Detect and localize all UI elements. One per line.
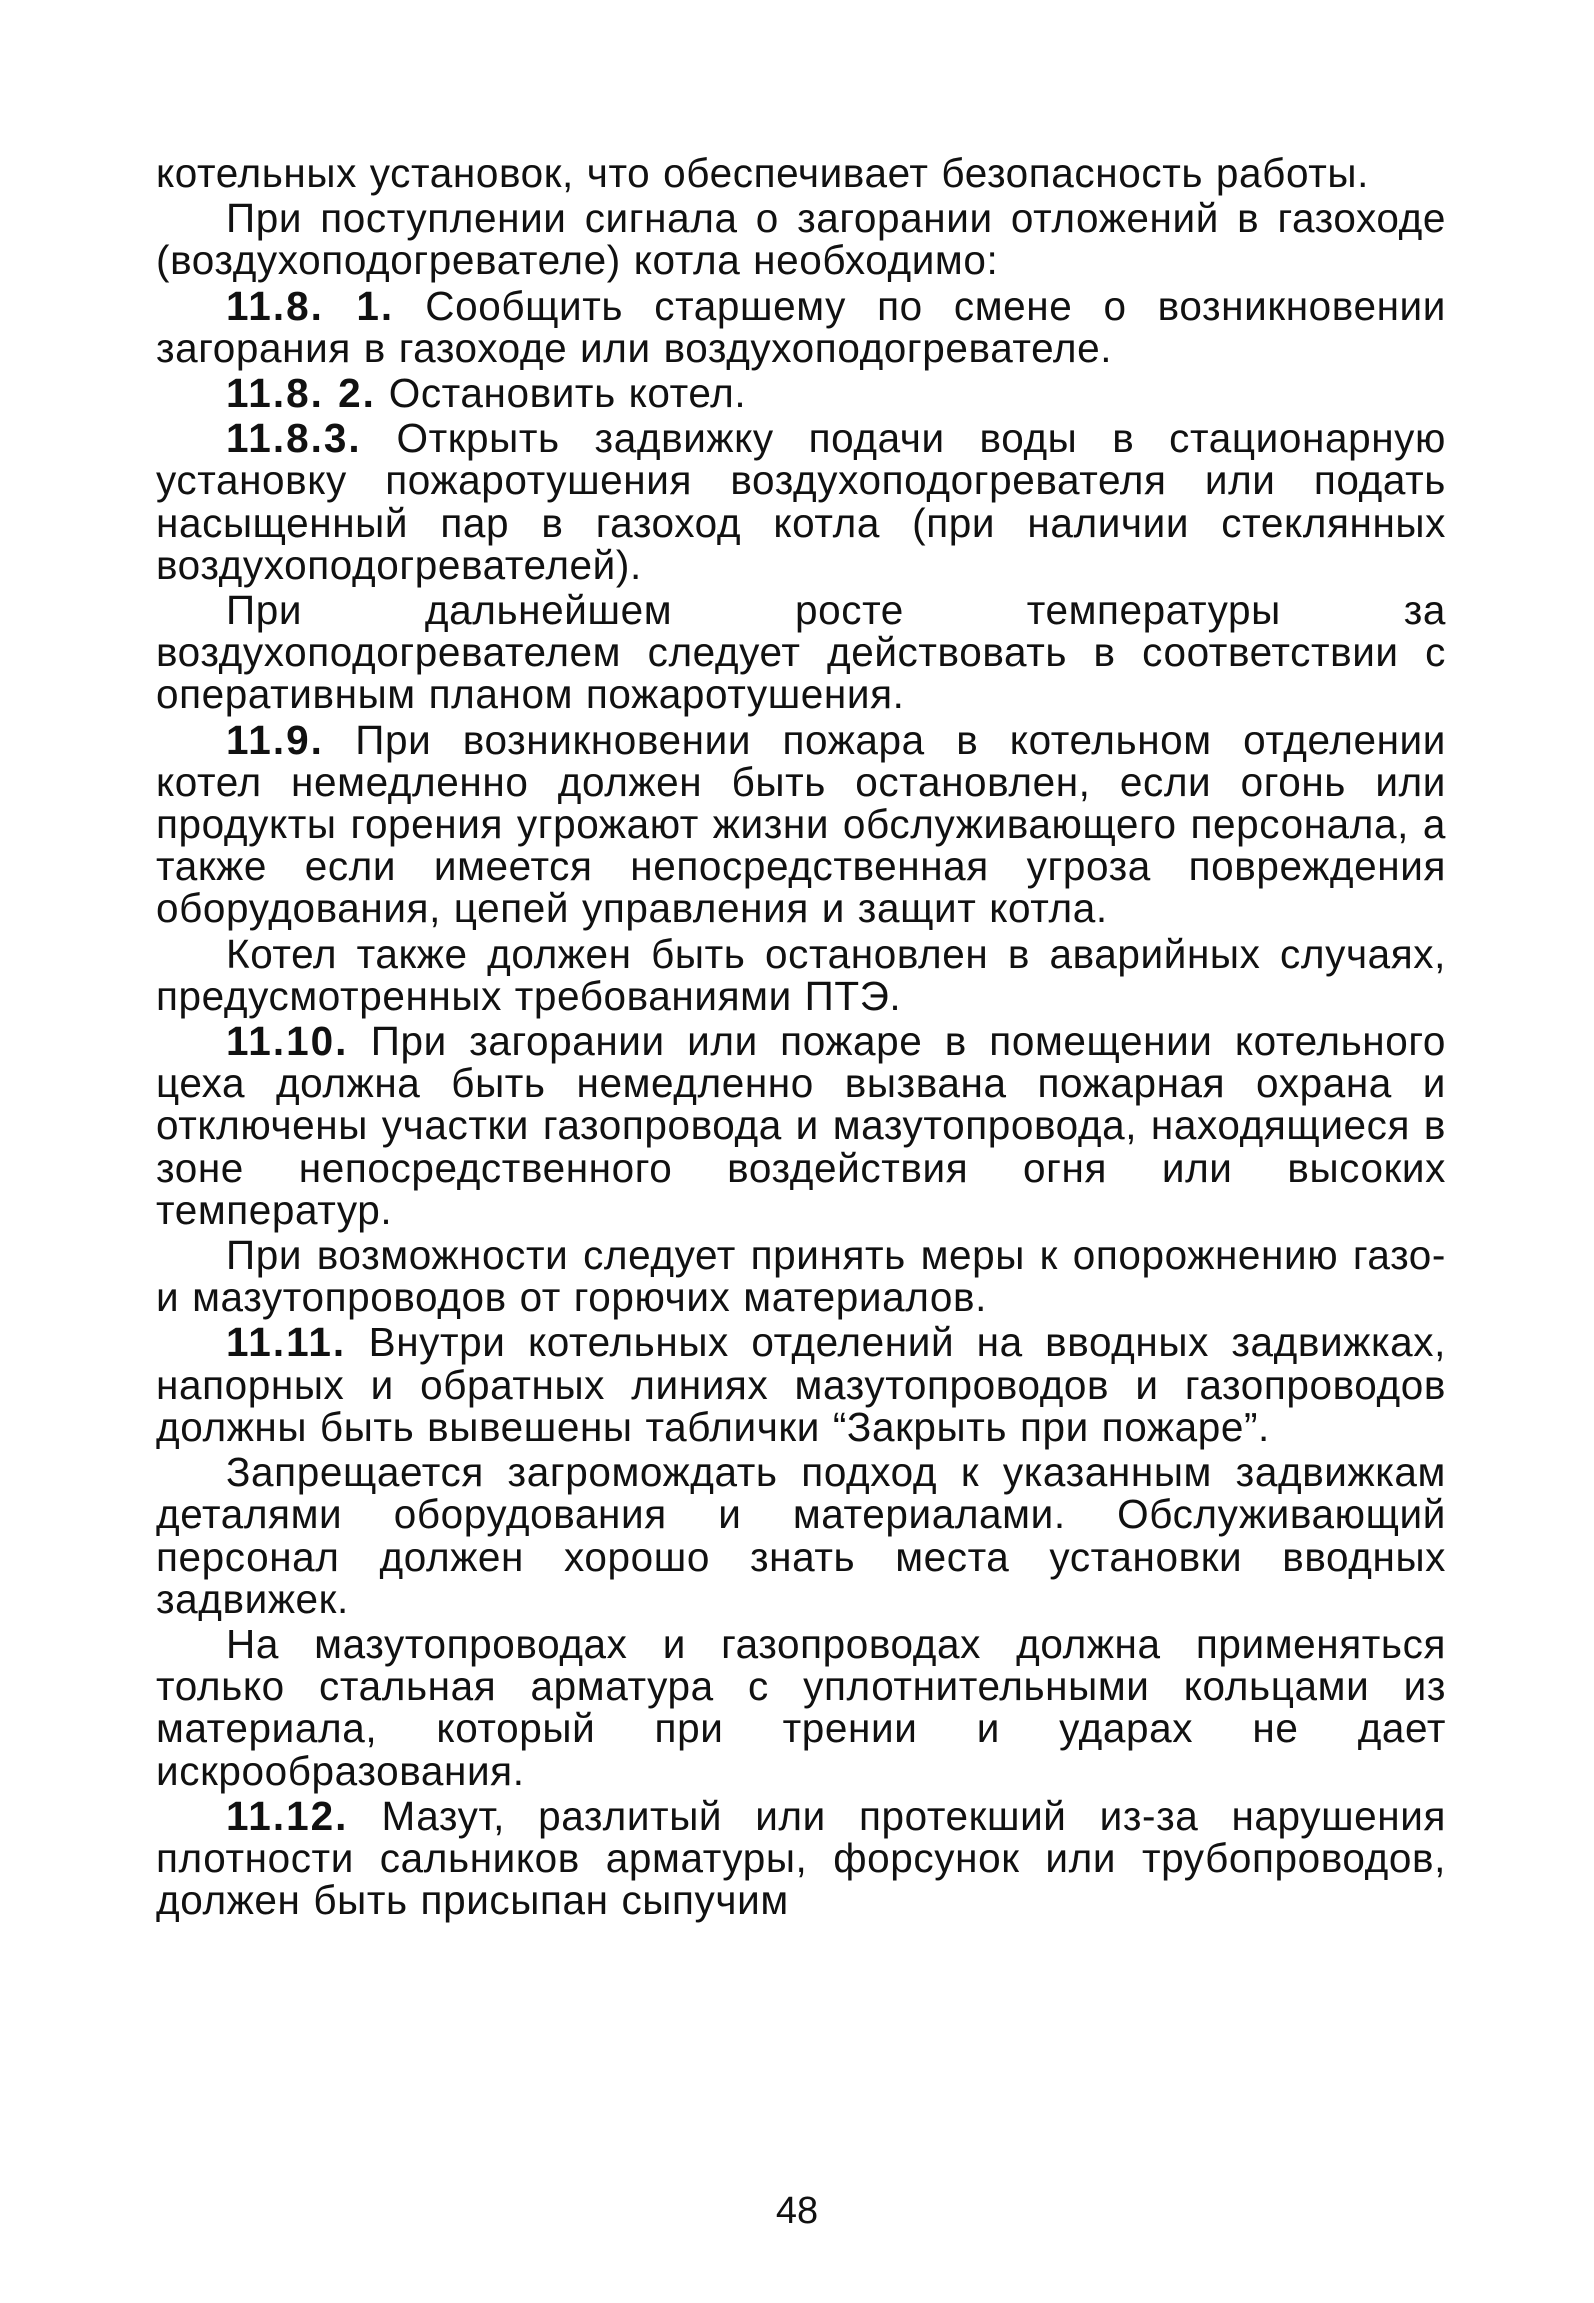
paragraph-text: При возможности следует принять меры к опорожнению газо- и мазутопроводов от горючих материалов. [156, 1232, 1446, 1321]
paragraph-text: При возникновении пожара в котельном отделении котел немедленно должен быть остановлен, если огонь или продукты горения угрожают жизни обслуживающего персонала, а также если имеется непосредственная угроза повреждения оборудования, цепей управления и защит котла. [156, 716, 1446, 932]
clause-paragraph [156, 1792, 1447, 1924]
paragraph-text: При дальнейшем росте температуры за воздухоподогревателем следует действовать в соответствии с оперативным планом пожаротушения. [156, 587, 1446, 718]
paragraph-text: Внутри котельных отделений на вводных задвижках, напорных и обратных линиях мазутопроводов и газопроводов должны быть вывешены таблички “Закрыть при пожаре”. [156, 1319, 1446, 1450]
paragraph-text: Остановить котел. [388, 370, 747, 417]
paragraph-text: Открыть задвижку подачи воды в стационарную установку пожаротушения воздухоподогревателя или подать насыщенный пар в газоход котла (при наличии стеклянных воздухоподогревателей). [156, 415, 1446, 588]
paragraph-text: Запрещается загромождать подход к указанным задвижкам деталями оборудования и материалами. Обслуживающий персонал должен хорошо знать места установки вводных задвижек. [156, 1449, 1446, 1622]
paragraph-text: Сообщить старшему по смене о возникновении загорания в газоходе или воздухоподогревателе. [156, 282, 1446, 371]
clause-number: 11.8. 1. [226, 282, 395, 329]
page-number: 48 [775, 2190, 819, 2232]
paragraph-text: Котел также должен быть остановлен в аварийных случаях, предусмотренных требованиями ПТЭ. [156, 930, 1446, 1019]
clause-paragraph [156, 716, 1446, 932]
paragraph-text: При загорании или пожаре в помещении котельного цеха должна быть немедленно вызвана пожарная охрана и отключены участки газопровода и мазутопровода, находящиеся в зоне непосредственного воздействия огня или высоких температур. [156, 1018, 1446, 1233]
clause-number: 11.8.3. [226, 415, 362, 462]
clause-paragraph [156, 417, 1446, 586]
paragraph [156, 195, 1446, 284]
paragraph-text: При поступлении сигнала о загорании отложений в газоходе (воздухоподогревателе) котла необходимо: [156, 195, 1446, 284]
paragraph [156, 1620, 1446, 1794]
clause-paragraph [156, 282, 1446, 371]
page-body [156, 152, 1446, 1924]
clause-paragraph [156, 1020, 1446, 1231]
paragraph [156, 589, 1446, 716]
paragraph [156, 1232, 1446, 1321]
clause-number: 11.11. [226, 1319, 347, 1366]
paragraph [156, 152, 1446, 194]
clause-number: 11.9. [226, 716, 324, 763]
paragraph-text: Мазут, разлитый или протекший из-за нарушения плотности сальников арматуры, форсунок или трубопроводов, должен быть присыпан сыпучим [156, 1792, 1447, 1924]
paragraph-text: На мазутопроводах и газопроводах должна применяться только стальная арматура с уплотнительными кольцами из материала, который при трении и ударах не дает искрообразования. [156, 1620, 1446, 1794]
clause-paragraph [156, 1321, 1446, 1448]
paragraph-text: котельных установок, что обеспечивает безопасность работы. [156, 150, 1369, 196]
clause-number: 11.8. 2. [226, 370, 376, 417]
clause-number: 11.12. [226, 1792, 349, 1839]
clause-paragraph [156, 370, 1446, 417]
paragraph [156, 930, 1446, 1019]
paragraph [156, 1451, 1446, 1620]
clause-number: 11.10. [226, 1018, 349, 1065]
